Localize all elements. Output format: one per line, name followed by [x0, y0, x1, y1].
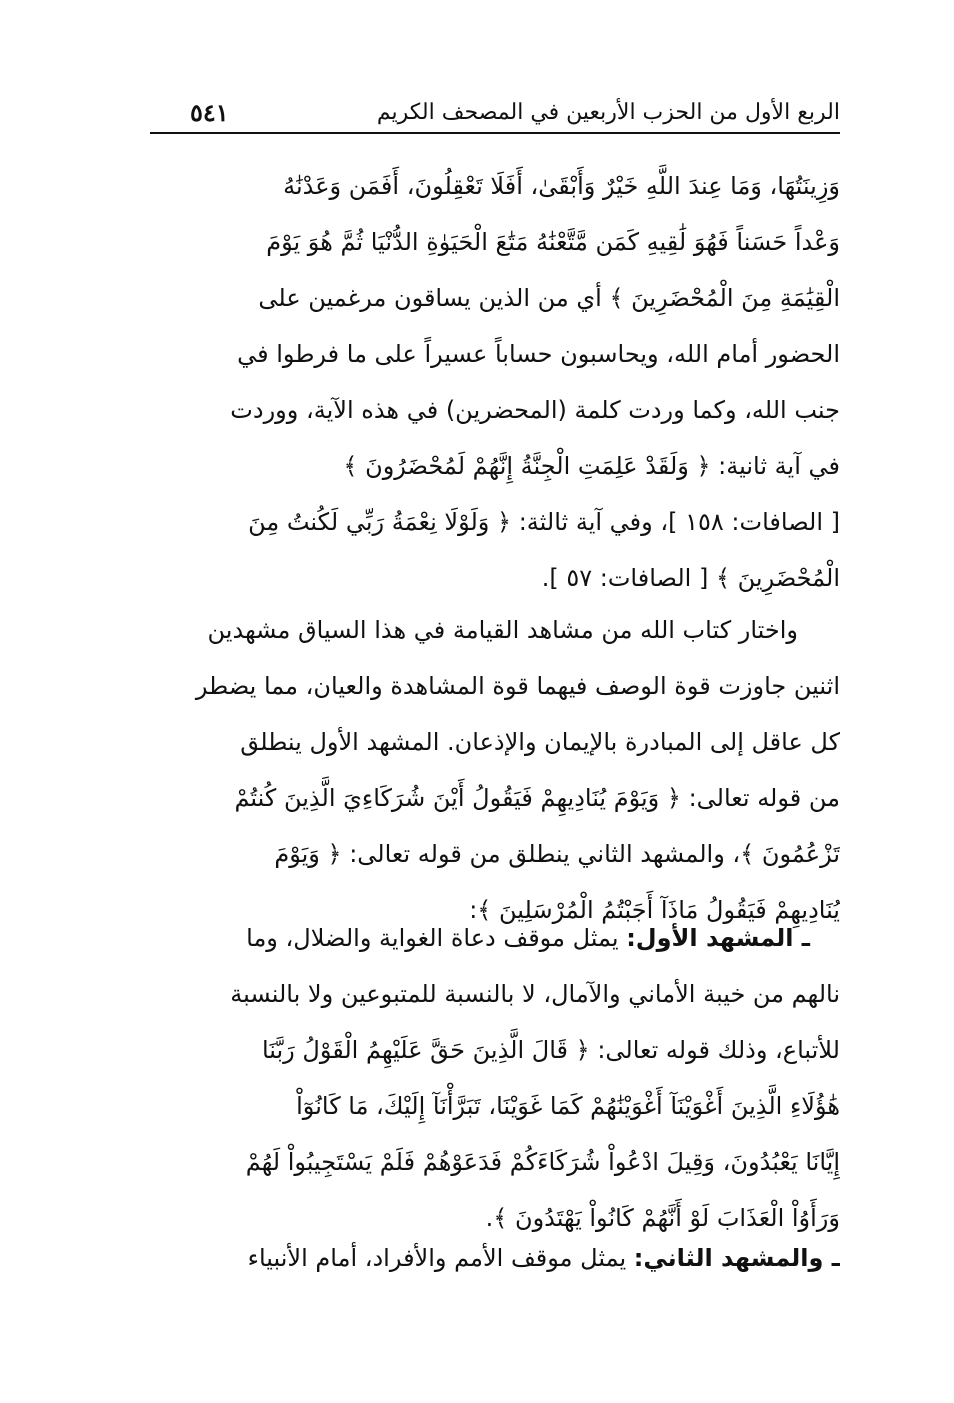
- text-line: جنب الله، وكما وردت كلمة (المحضرين) في هذه الآية، ووردت: [230, 396, 840, 424]
- text-line: وَرَأَوُاْ الْعَذَابَ لَوْ أَنَّهُمْ كَانُواْ يَهْتَدُونَ ﴾.: [485, 1204, 840, 1232]
- text-line: الْمُحْضَرِينَ ﴾ [ الصافات: ٥٧ ].: [541, 564, 840, 592]
- text-line: وَعْداً حَسَناً فَهُوَ لَٰقِيهِ كَمَن مَّتَّعْنَٰهُ مَتَٰعَ الْحَيَوٰةِ الدُّنْيَا ثُمَّ هُوَ يَوْمَ: [266, 228, 840, 256]
- section-heading: ـ المشهد الأول:: [626, 924, 810, 952]
- line-text: يمثل موقف الأمم والأفراد، أمام الأنبياء: [247, 1244, 627, 1272]
- text-line: اثنين جاوزت قوة الوصف فيهما قوة المشاهدة والعيان، مما يضطر: [195, 672, 840, 700]
- text-line: إِيَّانَا يَعْبُدُونَ، وَقِيلَ ادْعُواْ شُرَكَاءَكُمْ فَدَعَوْهُمْ فَلَمْ يَسْتَجِيبُواْ لَهُمْ: [245, 1148, 840, 1176]
- header-rule: [150, 132, 840, 134]
- text-line: يُنَادِيهِمْ فَيَقُولُ مَاذَآ أَجَبْتُمُ الْمُرْسَلِينَ ﴾:: [469, 896, 840, 924]
- line-text: يمثل موقف دعاة الغواية والضلال، وما: [246, 924, 619, 952]
- paragraph-4: [152, 1230, 840, 1286]
- text-line: وَزِينَتُهَا، وَمَا عِندَ اللَّهِ خَيْرٌ وَأَبْقَىٰ، أَفَلَا تَعْقِلُونَ، أَفَمَن وَعَدْنَٰهُ: [283, 172, 840, 200]
- paragraph-2: [152, 602, 840, 938]
- text-line: من قوله تعالى: ﴿ وَيَوْمَ يُنَادِيهِمْ فَيَقُولُ أَيْنَ شُرَكَاءِيَ الَّذِينَ كُنتُمْ: [234, 784, 840, 812]
- text-line: [ الصافات: ١٥٨ ]، وفي آية ثالثة: ﴿ وَلَوْلَا نِعْمَةُ رَبِّي لَكُنتُ مِنَ: [248, 508, 840, 536]
- text-line: كل عاقل إلى المبادرة بالإيمان والإذعان. المشهد الأول ينطلق: [240, 728, 840, 756]
- text-line: الحضور أمام الله، ويحاسبون حساباً عسيراً على ما فرطوا في: [237, 340, 840, 368]
- text-line: هَٰؤُلَاءِ الَّذِينَ أَغْوَيْنَآ أَغْوَيْنَٰهُمْ كَمَا غَوَيْنَا، تَبَرَّأْنَآ إِلَيْكَ، مَا كَانُوٓاْ: [296, 1092, 840, 1120]
- section-heading: ـ والمشهد الثاني:: [633, 1244, 840, 1272]
- text-line: تَزْعُمُونَ ﴾، والمشهد الثاني ينطلق من قوله تعالى: ﴿ وَيَوْمَ: [274, 840, 840, 868]
- text-line: الْقِيَٰمَةِ مِنَ الْمُحْضَرِينَ ﴾ أي من الذين يساقون مرغمين على: [258, 284, 840, 312]
- page-number: ٥٤١: [190, 98, 229, 127]
- text-line: للأتباع، وذلك قوله تعالى: ﴿ قَالَ الَّذِينَ حَقَّ عَلَيْهِمُ الْقَوْلُ رَبَّنَا: [261, 1036, 840, 1064]
- text-line: [152, 1230, 840, 1286]
- text-line: في آية ثانية: ﴿ وَلَقَدْ عَلِمَتِ الْجِنَّةُ إِنَّهُمْ لَمُحْضَرُونَ ﴾: [343, 452, 840, 480]
- text-line: [152, 910, 840, 966]
- paragraph-3: [152, 910, 840, 1246]
- header-title: الربع الأول من الحزب الأربعين في المصحف الكريم: [376, 100, 840, 125]
- text-line: واختار كتاب الله من مشاهد القيامة في هذا السياق مشهدين: [207, 616, 798, 644]
- paragraph-1: [152, 158, 840, 606]
- running-header: [150, 96, 840, 136]
- text-line: نالهم من خيبة الأماني والآمال، لا بالنسبة للمتبوعين ولا بالنسبة: [230, 980, 840, 1008]
